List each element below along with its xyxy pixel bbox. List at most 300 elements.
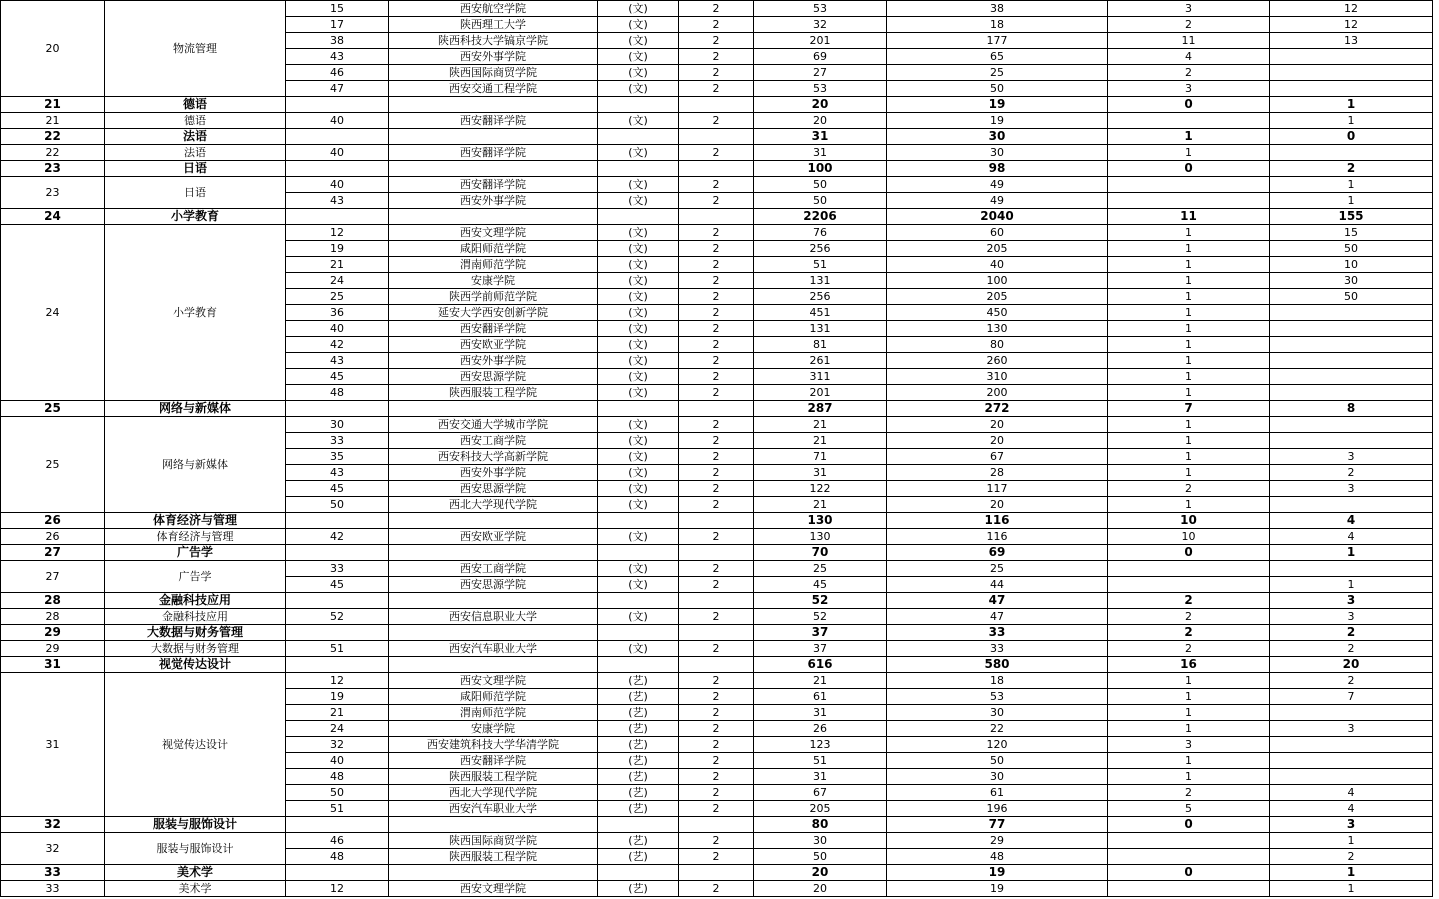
col-b: 1 [1270, 881, 1433, 897]
empty-cell [679, 657, 754, 673]
admitted-count: 18 [887, 673, 1108, 689]
col-a: 1 [1108, 257, 1270, 273]
school-name: 西安信息职业大学 [389, 609, 598, 625]
school-code: 43 [286, 49, 389, 65]
subtotal-row [1, 513, 1433, 529]
admitted-count: 30 [887, 145, 1108, 161]
plan-count: 67 [754, 785, 887, 801]
subtotal-col-a: 0 [1108, 865, 1270, 881]
category: (文) [598, 225, 679, 241]
subtotal-col-b: 8 [1270, 401, 1433, 417]
plan-count: 51 [754, 257, 887, 273]
subtotal-code: 32 [1, 817, 105, 833]
school-code: 43 [286, 353, 389, 369]
duration: 2 [679, 145, 754, 161]
empty-cell [286, 513, 389, 529]
empty-cell [598, 817, 679, 833]
col-a [1108, 561, 1270, 577]
duration: 2 [679, 1, 754, 17]
col-a: 1 [1108, 673, 1270, 689]
duration: 2 [679, 801, 754, 817]
col-b [1270, 65, 1433, 81]
major-name: 小学教育 [105, 225, 286, 401]
school-name: 西安工商学院 [389, 433, 598, 449]
school-name: 陕西学前师范学院 [389, 289, 598, 305]
subtotal-plan: 20 [754, 865, 887, 881]
col-a: 1 [1108, 145, 1270, 161]
subtotal-admitted: 77 [887, 817, 1108, 833]
school-name: 渭南师范学院 [389, 705, 598, 721]
admitted-count: 33 [887, 641, 1108, 657]
empty-cell [598, 657, 679, 673]
category: (文) [598, 417, 679, 433]
subtotal-admitted: 2040 [887, 209, 1108, 225]
col-b [1270, 353, 1433, 369]
plan-count: 25 [754, 561, 887, 577]
subtotal-col-b: 1 [1270, 545, 1433, 561]
empty-cell [679, 401, 754, 417]
empty-cell [286, 593, 389, 609]
subtotal-col-a: 2 [1108, 593, 1270, 609]
admitted-count: 48 [887, 849, 1108, 865]
col-b [1270, 417, 1433, 433]
col-a: 1 [1108, 241, 1270, 257]
admitted-count: 205 [887, 241, 1108, 257]
school-name: 陕西服装工程学院 [389, 385, 598, 401]
admitted-count: 100 [887, 273, 1108, 289]
school-code: 40 [286, 113, 389, 129]
school-code: 46 [286, 833, 389, 849]
category: (文) [598, 609, 679, 625]
empty-cell [598, 513, 679, 529]
subtotal-row [1, 625, 1433, 641]
school-name: 陕西服装工程学院 [389, 849, 598, 865]
admitted-count: 260 [887, 353, 1108, 369]
plan-count: 201 [754, 33, 887, 49]
plan-count: 261 [754, 353, 887, 369]
subtotal-col-a: 0 [1108, 161, 1270, 177]
major-code: 21 [1, 113, 105, 129]
col-b: 50 [1270, 241, 1433, 257]
duration: 2 [679, 257, 754, 273]
subtotal-col-b: 1 [1270, 865, 1433, 881]
duration: 2 [679, 369, 754, 385]
admitted-count: 20 [887, 417, 1108, 433]
empty-cell [598, 545, 679, 561]
plan-count: 53 [754, 1, 887, 17]
duration: 2 [679, 353, 754, 369]
duration: 2 [679, 49, 754, 65]
school-code: 19 [286, 241, 389, 257]
category: (艺) [598, 689, 679, 705]
admitted-count: 130 [887, 321, 1108, 337]
subtotal-plan: 20 [754, 97, 887, 113]
category: (艺) [598, 849, 679, 865]
school-name: 西安翻译学院 [389, 753, 598, 769]
school-name: 安康学院 [389, 721, 598, 737]
subtotal-major: 美术学 [105, 865, 286, 881]
plan-count: 53 [754, 81, 887, 97]
subtotal-row [1, 209, 1433, 225]
empty-cell [598, 401, 679, 417]
table-body [1, 1, 1433, 897]
subtotal-code: 25 [1, 401, 105, 417]
admitted-count: 65 [887, 49, 1108, 65]
school-name: 西安翻译学院 [389, 177, 598, 193]
col-b: 13 [1270, 33, 1433, 49]
col-a: 10 [1108, 529, 1270, 545]
col-b [1270, 385, 1433, 401]
subtotal-plan: 80 [754, 817, 887, 833]
empty-cell [389, 513, 598, 529]
category: (艺) [598, 801, 679, 817]
duration: 2 [679, 561, 754, 577]
school-code: 42 [286, 529, 389, 545]
table-row [1, 609, 1433, 625]
table-row [1, 673, 1433, 689]
duration: 2 [679, 753, 754, 769]
col-a: 1 [1108, 337, 1270, 353]
empty-cell [679, 161, 754, 177]
col-b: 3 [1270, 721, 1433, 737]
duration: 2 [679, 337, 754, 353]
major-code: 23 [1, 177, 105, 209]
major-code: 32 [1, 833, 105, 865]
subtotal-major: 大数据与财务管理 [105, 625, 286, 641]
col-a: 1 [1108, 497, 1270, 513]
school-name: 西安思源学院 [389, 369, 598, 385]
admitted-count: 49 [887, 177, 1108, 193]
subtotal-col-a: 10 [1108, 513, 1270, 529]
school-name: 安康学院 [389, 273, 598, 289]
category: (文) [598, 353, 679, 369]
plan-count: 131 [754, 321, 887, 337]
category: (文) [598, 305, 679, 321]
empty-cell [598, 129, 679, 145]
school-code: 25 [286, 289, 389, 305]
plan-count: 32 [754, 17, 887, 33]
duration: 2 [679, 433, 754, 449]
admitted-count: 120 [887, 737, 1108, 753]
admitted-count: 28 [887, 465, 1108, 481]
duration: 2 [679, 273, 754, 289]
empty-cell [389, 817, 598, 833]
school-code: 38 [286, 33, 389, 49]
admitted-count: 25 [887, 561, 1108, 577]
school-code: 40 [286, 177, 389, 193]
col-b [1270, 769, 1433, 785]
school-code: 48 [286, 769, 389, 785]
empty-cell [286, 161, 389, 177]
subtotal-major: 日语 [105, 161, 286, 177]
col-b [1270, 705, 1433, 721]
school-code: 48 [286, 849, 389, 865]
category: (文) [598, 497, 679, 513]
subtotal-major: 小学教育 [105, 209, 286, 225]
category: (艺) [598, 785, 679, 801]
admitted-count: 19 [887, 113, 1108, 129]
col-a: 1 [1108, 273, 1270, 289]
col-a: 1 [1108, 385, 1270, 401]
subtotal-col-b: 3 [1270, 593, 1433, 609]
subtotal-row [1, 129, 1433, 145]
admitted-count: 450 [887, 305, 1108, 321]
subtotal-code: 31 [1, 657, 105, 673]
plan-count: 256 [754, 289, 887, 305]
col-b: 4 [1270, 785, 1433, 801]
category: (文) [598, 577, 679, 593]
col-b: 12 [1270, 17, 1433, 33]
school-code: 45 [286, 577, 389, 593]
empty-cell [286, 625, 389, 641]
empty-cell [598, 209, 679, 225]
category: (文) [598, 433, 679, 449]
subtotal-admitted: 116 [887, 513, 1108, 529]
col-a: 1 [1108, 769, 1270, 785]
col-a: 2 [1108, 481, 1270, 497]
col-b: 1 [1270, 193, 1433, 209]
col-a: 2 [1108, 609, 1270, 625]
col-a: 1 [1108, 705, 1270, 721]
plan-count: 256 [754, 241, 887, 257]
school-code: 24 [286, 273, 389, 289]
admitted-count: 53 [887, 689, 1108, 705]
admitted-count: 25 [887, 65, 1108, 81]
subtotal-plan: 31 [754, 129, 887, 145]
col-b: 10 [1270, 257, 1433, 273]
col-a [1108, 193, 1270, 209]
empty-cell [286, 129, 389, 145]
duration: 2 [679, 881, 754, 897]
table-row [1, 881, 1433, 897]
admitted-count: 196 [887, 801, 1108, 817]
table-row [1, 561, 1433, 577]
subtotal-code: 23 [1, 161, 105, 177]
empty-cell [598, 865, 679, 881]
admitted-count: 60 [887, 225, 1108, 241]
school-name: 西安外事学院 [389, 353, 598, 369]
plan-count: 27 [754, 65, 887, 81]
category: (文) [598, 113, 679, 129]
subtotal-col-a: 0 [1108, 817, 1270, 833]
plan-count: 21 [754, 417, 887, 433]
col-a: 1 [1108, 721, 1270, 737]
plan-count: 52 [754, 609, 887, 625]
category: (文) [598, 257, 679, 273]
major-name: 网络与新媒体 [105, 417, 286, 513]
empty-cell [389, 865, 598, 881]
school-code: 51 [286, 801, 389, 817]
table-row [1, 177, 1433, 193]
school-code: 24 [286, 721, 389, 737]
col-b: 3 [1270, 449, 1433, 465]
empty-cell [679, 545, 754, 561]
col-a [1108, 849, 1270, 865]
major-code: 26 [1, 529, 105, 545]
category: (文) [598, 465, 679, 481]
duration: 2 [679, 529, 754, 545]
col-a: 1 [1108, 689, 1270, 705]
subtotal-row [1, 593, 1433, 609]
empty-cell [598, 593, 679, 609]
col-b [1270, 49, 1433, 65]
duration: 2 [679, 465, 754, 481]
category: (文) [598, 369, 679, 385]
major-name: 德语 [105, 113, 286, 129]
major-name: 大数据与财务管理 [105, 641, 286, 657]
admitted-count: 20 [887, 433, 1108, 449]
subtotal-code: 28 [1, 593, 105, 609]
subtotal-admitted: 69 [887, 545, 1108, 561]
school-name: 西安汽车职业大学 [389, 641, 598, 657]
empty-cell [389, 593, 598, 609]
col-b [1270, 337, 1433, 353]
school-name: 西安欧亚学院 [389, 337, 598, 353]
empty-cell [389, 657, 598, 673]
school-name: 西安汽车职业大学 [389, 801, 598, 817]
duration: 2 [679, 225, 754, 241]
school-code: 46 [286, 65, 389, 81]
table-row [1, 145, 1433, 161]
duration: 2 [679, 17, 754, 33]
col-b: 3 [1270, 481, 1433, 497]
duration: 2 [679, 417, 754, 433]
col-a: 1 [1108, 289, 1270, 305]
plan-count: 76 [754, 225, 887, 241]
plan-count: 31 [754, 145, 887, 161]
col-b: 2 [1270, 673, 1433, 689]
category: (文) [598, 1, 679, 17]
col-b [1270, 497, 1433, 513]
school-name: 西北大学现代学院 [389, 785, 598, 801]
duration: 2 [679, 481, 754, 497]
subtotal-code: 33 [1, 865, 105, 881]
school-name: 西安工商学院 [389, 561, 598, 577]
subtotal-admitted: 30 [887, 129, 1108, 145]
empty-cell [286, 97, 389, 113]
major-name: 金融科技应用 [105, 609, 286, 625]
duration: 2 [679, 577, 754, 593]
duration: 2 [679, 833, 754, 849]
admitted-count: 22 [887, 721, 1108, 737]
empty-cell [679, 129, 754, 145]
admitted-count: 117 [887, 481, 1108, 497]
duration: 2 [679, 849, 754, 865]
subtotal-col-b: 0 [1270, 129, 1433, 145]
plan-count: 81 [754, 337, 887, 353]
admitted-count: 44 [887, 577, 1108, 593]
admitted-count: 18 [887, 17, 1108, 33]
subtotal-admitted: 19 [887, 865, 1108, 881]
subtotal-row [1, 545, 1433, 561]
subtotal-col-a: 2 [1108, 625, 1270, 641]
subtotal-col-a: 11 [1108, 209, 1270, 225]
school-name: 西安翻译学院 [389, 145, 598, 161]
school-name: 西安翻译学院 [389, 113, 598, 129]
subtotal-code: 21 [1, 97, 105, 113]
school-name: 陕西国际商贸学院 [389, 65, 598, 81]
plan-count: 21 [754, 673, 887, 689]
school-code: 12 [286, 225, 389, 241]
col-b [1270, 753, 1433, 769]
school-name: 陕西国际商贸学院 [389, 833, 598, 849]
duration: 2 [679, 769, 754, 785]
col-a: 1 [1108, 417, 1270, 433]
duration: 2 [679, 65, 754, 81]
major-code: 25 [1, 417, 105, 513]
admitted-count: 47 [887, 609, 1108, 625]
subtotal-major: 法语 [105, 129, 286, 145]
col-a [1108, 113, 1270, 129]
col-b: 50 [1270, 289, 1433, 305]
col-b: 1 [1270, 577, 1433, 593]
major-name: 广告学 [105, 561, 286, 593]
empty-cell [389, 545, 598, 561]
subtotal-code: 22 [1, 129, 105, 145]
subtotal-plan: 287 [754, 401, 887, 417]
plan-count: 37 [754, 641, 887, 657]
school-code: 40 [286, 145, 389, 161]
subtotal-row [1, 657, 1433, 673]
major-name: 服装与服饰设计 [105, 833, 286, 865]
col-a: 2 [1108, 785, 1270, 801]
subtotal-admitted: 47 [887, 593, 1108, 609]
col-b [1270, 561, 1433, 577]
category: (文) [598, 241, 679, 257]
subtotal-row [1, 97, 1433, 113]
category: (文) [598, 529, 679, 545]
major-code: 33 [1, 881, 105, 897]
empty-cell [679, 865, 754, 881]
col-b: 2 [1270, 465, 1433, 481]
major-code: 22 [1, 145, 105, 161]
subtotal-major: 服装与服饰设计 [105, 817, 286, 833]
school-code: 35 [286, 449, 389, 465]
admitted-count: 38 [887, 1, 1108, 17]
category: (文) [598, 145, 679, 161]
category: (文) [598, 193, 679, 209]
major-name: 美术学 [105, 881, 286, 897]
subtotal-col-a: 7 [1108, 401, 1270, 417]
duration: 2 [679, 705, 754, 721]
school-name: 西安思源学院 [389, 577, 598, 593]
school-code: 36 [286, 305, 389, 321]
table-row [1, 529, 1433, 545]
subtotal-major: 金融科技应用 [105, 593, 286, 609]
empty-cell [679, 513, 754, 529]
plan-count: 451 [754, 305, 887, 321]
plan-count: 31 [754, 769, 887, 785]
category: (艺) [598, 673, 679, 689]
col-b: 2 [1270, 849, 1433, 865]
school-name: 西安外事学院 [389, 49, 598, 65]
subtotal-major: 视觉传达设计 [105, 657, 286, 673]
school-name: 西安文理学院 [389, 881, 598, 897]
empty-cell [598, 97, 679, 113]
col-b [1270, 433, 1433, 449]
col-a: 3 [1108, 1, 1270, 17]
major-name: 体育经济与管理 [105, 529, 286, 545]
col-b: 4 [1270, 801, 1433, 817]
school-name: 西安航空学院 [389, 1, 598, 17]
empty-cell [389, 97, 598, 113]
school-code: 47 [286, 81, 389, 97]
category: (文) [598, 65, 679, 81]
empty-cell [389, 161, 598, 177]
school-name: 西安外事学院 [389, 465, 598, 481]
category: (艺) [598, 753, 679, 769]
category: (文) [598, 33, 679, 49]
